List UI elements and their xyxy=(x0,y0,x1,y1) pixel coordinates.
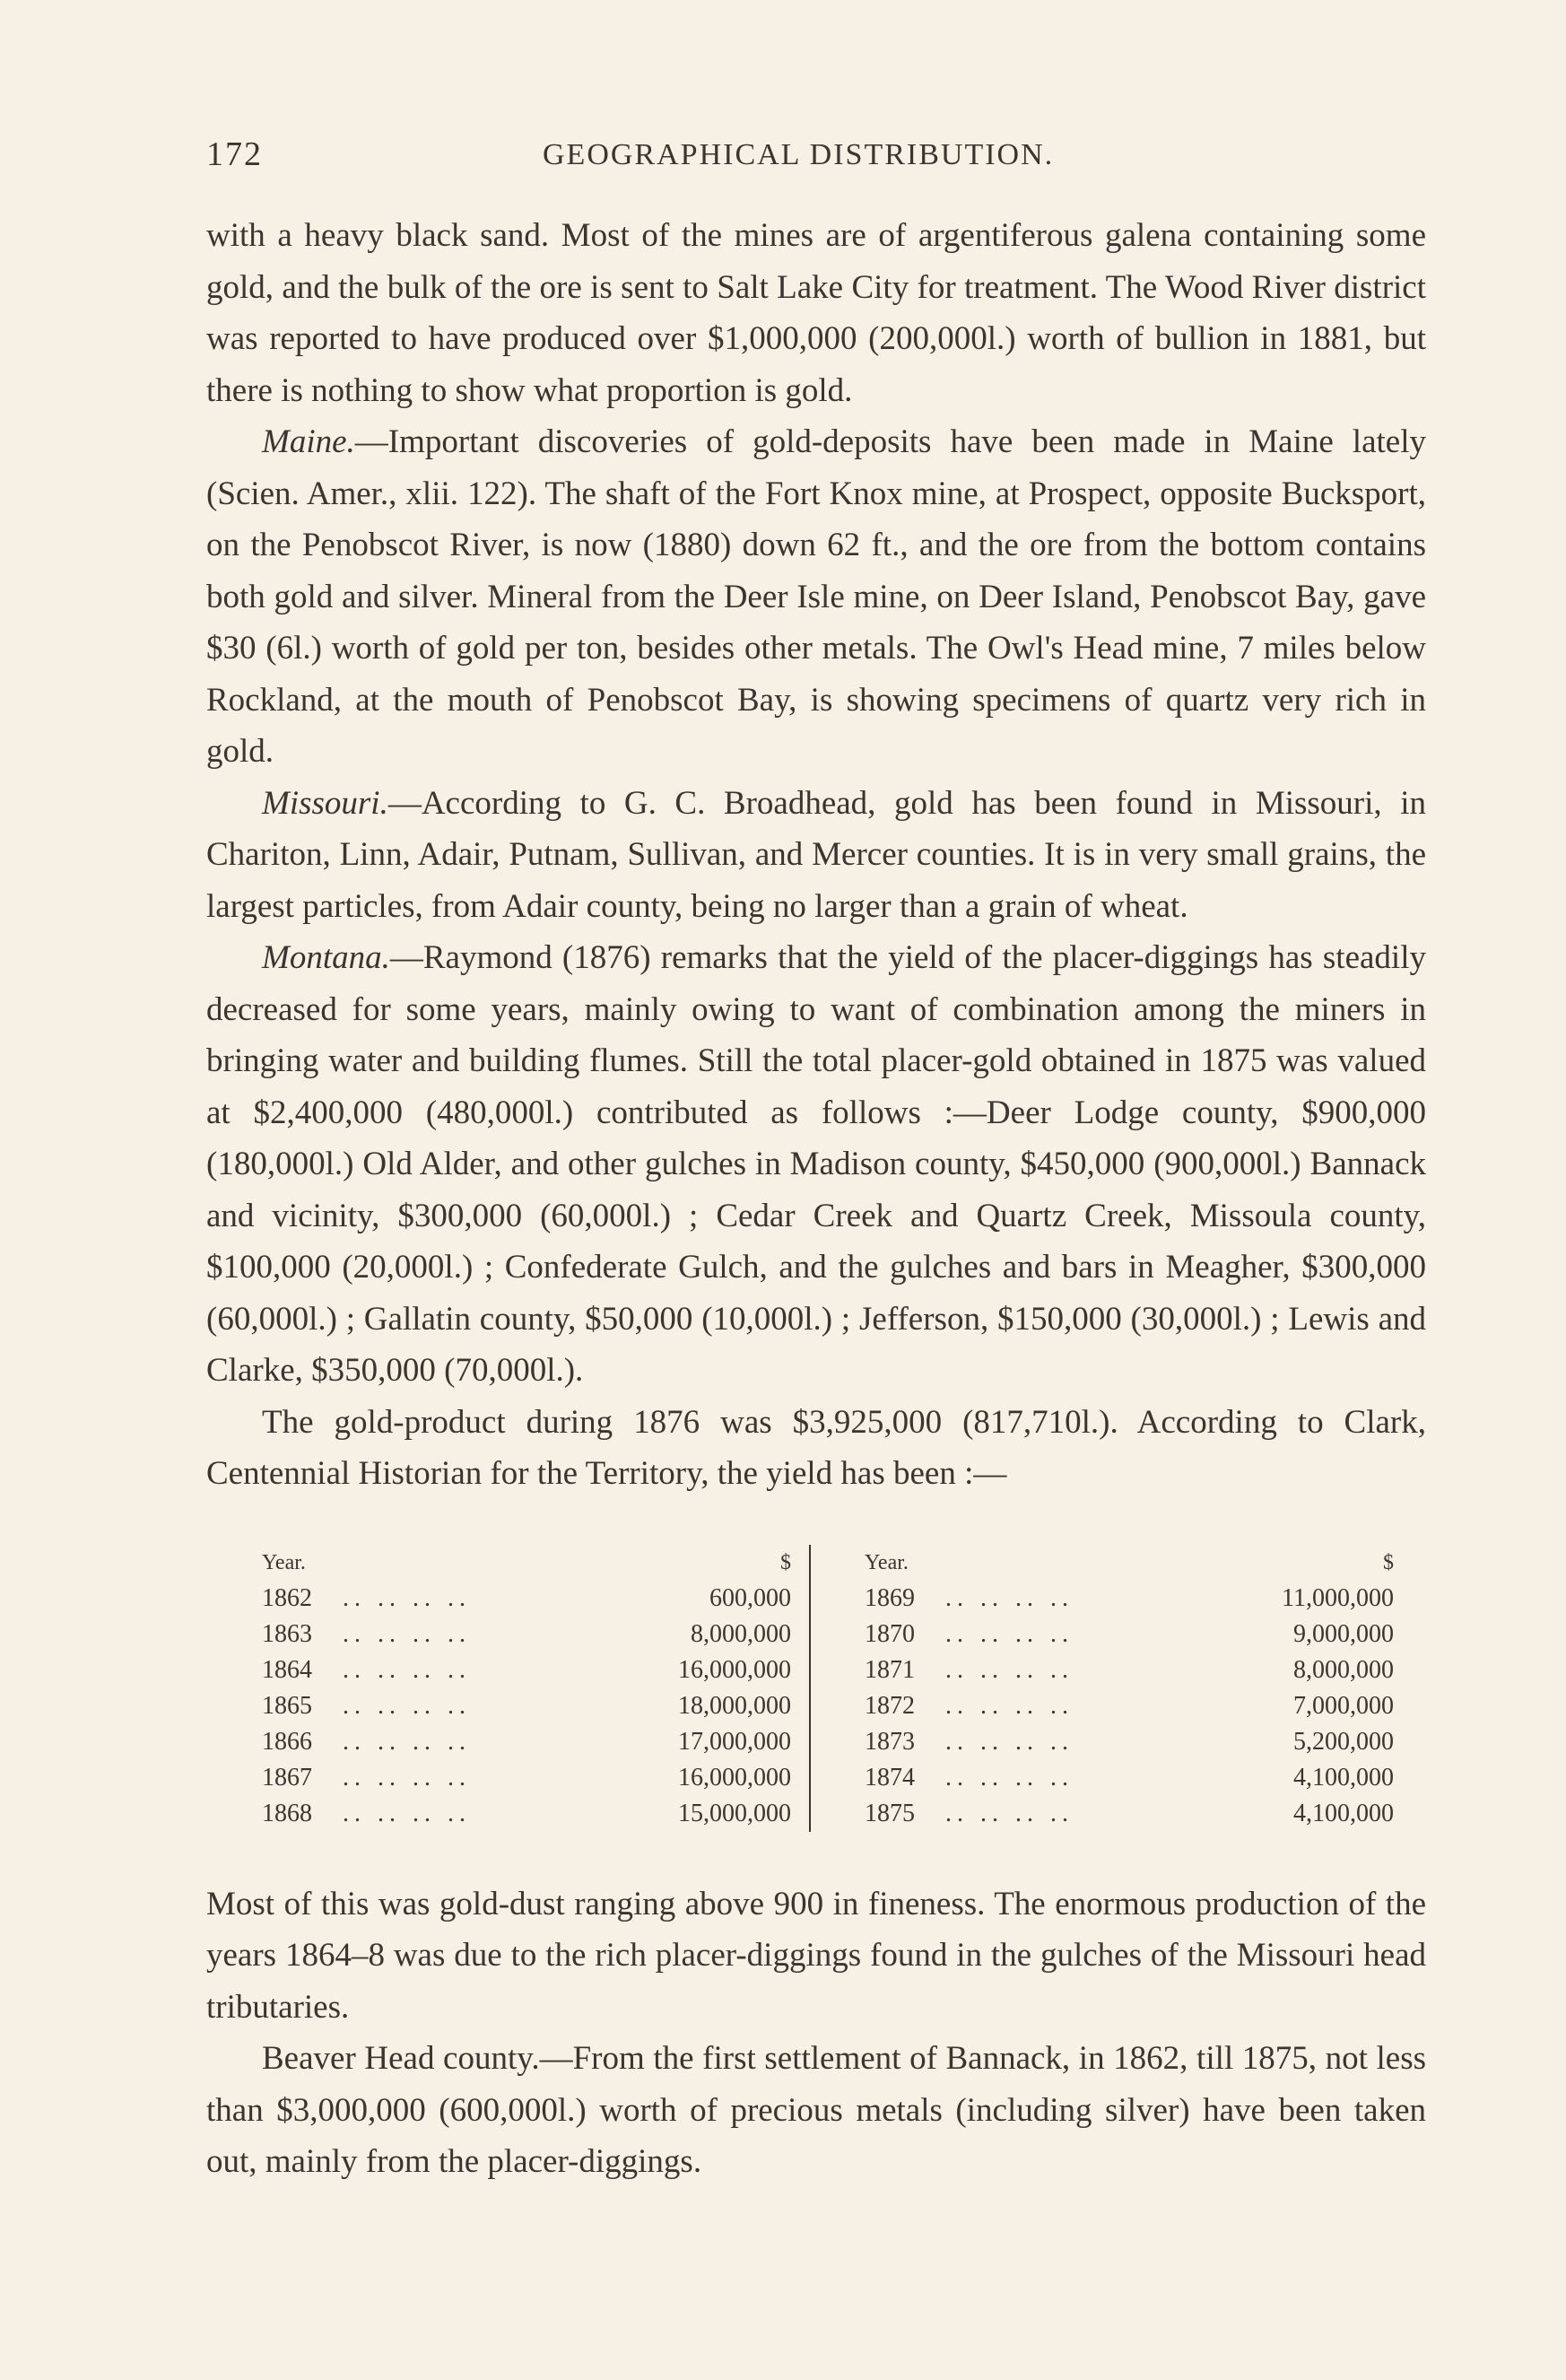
leader-dots: .. .. .. .. xyxy=(343,1619,471,1648)
yield-value: 7,000,000 xyxy=(1293,1691,1394,1720)
paragraph-gold-product xyxy=(206,1397,1426,1500)
yield-value: 8,000,000 xyxy=(691,1619,791,1648)
paragraph-text: The gold-product during 1876 was $3,925,000 (817,710l.). According to Clark, Centennial Historian for the Territory, the yield has been :— xyxy=(206,1403,1426,1492)
yield-year: 1867 xyxy=(262,1763,312,1792)
yield-year: 1875 xyxy=(865,1799,915,1827)
running-head xyxy=(206,135,1426,179)
leader-dots: .. .. .. .. xyxy=(945,1763,1074,1792)
yield-value: 11,000,000 xyxy=(1282,1583,1394,1612)
yield-value: 5,200,000 xyxy=(1293,1727,1394,1756)
yield-value: 4,100,000 xyxy=(1293,1763,1394,1792)
yield-column-left xyxy=(262,1545,809,1832)
leader-dots: .. .. .. .. xyxy=(343,1727,471,1756)
leader-dots: .. .. .. .. xyxy=(343,1763,471,1792)
yield-row xyxy=(865,1724,1394,1760)
body-text xyxy=(206,210,1426,2188)
yield-value: 4,100,000 xyxy=(1293,1799,1394,1827)
running-title: GEOGRAPHICAL DISTRIBUTION. xyxy=(543,138,1055,171)
yield-year: 1864 xyxy=(262,1655,312,1684)
leader-dots: .. .. .. .. xyxy=(343,1583,471,1612)
page-number: 172 xyxy=(206,135,263,173)
leader-dots: .. .. .. .. xyxy=(343,1799,471,1827)
paragraph-text: —Raymond (1876) remarks that the yield of the placer-diggings has steadily decreased for some years, mainly owing to want of combination among the miners in bringing water and building flumes. Still the total placer-gold obtained in 1875 was valued at $2,400,000 (480,000l.) contributed as follows :—Deer Lodge county, $900,000 (180,000l.) Old Alder, and other gulches in Madison county, $450,000 (900,000l.) Bannack and vicinity, $300,000 (60,000l.) ; Cedar Creek and Quartz Creek, Missoula county, $100,000 (20,000l.) ; Confederate Gulch, and the gulches and bars in Meagher, $300,000 (60,000l.) ; Gallatin county, $50,000 (10,000l.) ; Jefferson, $150,000 (30,000l.) ; Lewis and Clarke, $350,000 (70,000l.). xyxy=(206,939,1426,1389)
yield-year: 1874 xyxy=(865,1763,915,1792)
book-page xyxy=(206,135,1426,2188)
leader-dots: .. .. .. .. xyxy=(945,1619,1074,1648)
yield-row xyxy=(865,1688,1394,1724)
paragraph-text: Most of this was gold-dust ranging above 900 in fineness. The enormous production of the years 1864–8 was due to the rich placer-diggings found in the gulches of the Missouri head tributaries. xyxy=(206,1885,1426,2026)
paragraph-text: —According to G. C. Broadhead, gold has been found in Missouri, in Chariton, Linn, Adair, Putnam, Sullivan, and Mercer counties. It is in very small grains, the largest particles, from Adair county, being no larger than a grain of wheat. xyxy=(206,784,1426,925)
value-header: $ xyxy=(780,1550,791,1574)
yield-value: 16,000,000 xyxy=(678,1655,791,1684)
yield-value: 9,000,000 xyxy=(1293,1619,1394,1648)
yield-header-row xyxy=(262,1545,791,1581)
yield-year: 1866 xyxy=(262,1727,312,1756)
yield-year: 1872 xyxy=(865,1691,915,1720)
paragraph-wood-river xyxy=(206,210,1426,416)
yield-value: 16,000,000 xyxy=(678,1763,791,1792)
leader-dots: .. .. .. .. xyxy=(343,1691,471,1720)
leader-dots: .. .. .. .. xyxy=(945,1691,1074,1720)
yield-row xyxy=(262,1652,791,1688)
paragraph-text: —Important discoveries of gold-deposits have been made in Maine lately (Scien. Amer., xlii. 122). The shaft of the Fort Knox mine, at Prospect, opposite Bucksport, on the Penobscot River, is now (1880) down 62 ft., and the ore from the bottom contains both gold and silver. Mineral from the Deer Isle mine, on Deer Island, Penobscot Bay, gave $30 (6l.) worth of gold per ton, besides other metals. The Owl's Head mine, 7 miles below Rockland, at the mouth of Penobscot Bay, is showing specimens of quartz very rich in gold. xyxy=(206,423,1426,770)
yield-year: 1869 xyxy=(865,1583,915,1612)
yield-value: 15,000,000 xyxy=(678,1799,791,1827)
section-heading-maine: Maine. xyxy=(262,423,355,460)
yield-year: 1873 xyxy=(865,1727,915,1756)
yield-row xyxy=(865,1760,1394,1796)
yield-row xyxy=(262,1760,791,1796)
leader-dots: .. .. .. .. xyxy=(945,1655,1074,1684)
yield-year: 1865 xyxy=(262,1691,312,1720)
paragraph-beaver-head xyxy=(206,2033,1426,2188)
yield-row xyxy=(865,1652,1394,1688)
yield-year: 1863 xyxy=(262,1619,312,1648)
paragraph-maine xyxy=(206,416,1426,778)
yield-column-right xyxy=(809,1545,1412,1832)
yield-year: 1868 xyxy=(262,1799,312,1827)
section-heading-missouri: Missouri. xyxy=(262,784,388,822)
leader-dots: .. .. .. .. xyxy=(945,1583,1074,1612)
paragraph-gold-dust xyxy=(206,1879,1426,2034)
year-header: Year. xyxy=(262,1550,306,1574)
yield-row xyxy=(262,1688,791,1724)
leader-dots: .. .. .. .. xyxy=(945,1727,1074,1756)
value-header: $ xyxy=(1383,1550,1394,1574)
yield-year: 1862 xyxy=(262,1583,312,1612)
leader-dots: .. .. .. .. xyxy=(343,1655,471,1684)
yield-value: 18,000,000 xyxy=(678,1691,791,1720)
yield-value: 8,000,000 xyxy=(1293,1655,1394,1684)
yield-row xyxy=(865,1796,1394,1832)
yield-row xyxy=(262,1581,791,1617)
year-header: Year. xyxy=(865,1550,909,1574)
yield-row xyxy=(262,1617,791,1652)
yield-header-row xyxy=(865,1545,1394,1581)
yield-year: 1871 xyxy=(865,1655,915,1684)
paragraph-text: with a heavy black sand. Most of the mines are of argentiferous galena containing some gold, and the bulk of the ore is sent to Salt Lake City for treatment. The Wood River district was reported to have produced over $1,000,000 (200,000l.) worth of bullion in 1881, but there is nothing to show what proportion is gold. xyxy=(206,217,1426,409)
yield-row xyxy=(865,1581,1394,1617)
yield-value: 17,000,000 xyxy=(678,1727,791,1756)
yield-row xyxy=(865,1617,1394,1652)
yield-year: 1870 xyxy=(865,1619,915,1648)
yield-value: 600,000 xyxy=(709,1583,791,1612)
yield-table xyxy=(262,1545,1426,1832)
paragraph-missouri xyxy=(206,778,1426,933)
paragraph-montana xyxy=(206,932,1426,1397)
section-heading-montana: Montana. xyxy=(262,939,390,976)
yield-row xyxy=(262,1796,791,1832)
paragraph-text: Beaver Head county.—From the first settlement of Bannack, in 1862, till 1875, not less than $3,000,000 (600,000l.) worth of precious metals (including silver) have been taken out, mainly from the placer-diggings. xyxy=(206,2040,1426,2180)
leader-dots: .. .. .. .. xyxy=(945,1799,1074,1827)
yield-row xyxy=(262,1724,791,1760)
